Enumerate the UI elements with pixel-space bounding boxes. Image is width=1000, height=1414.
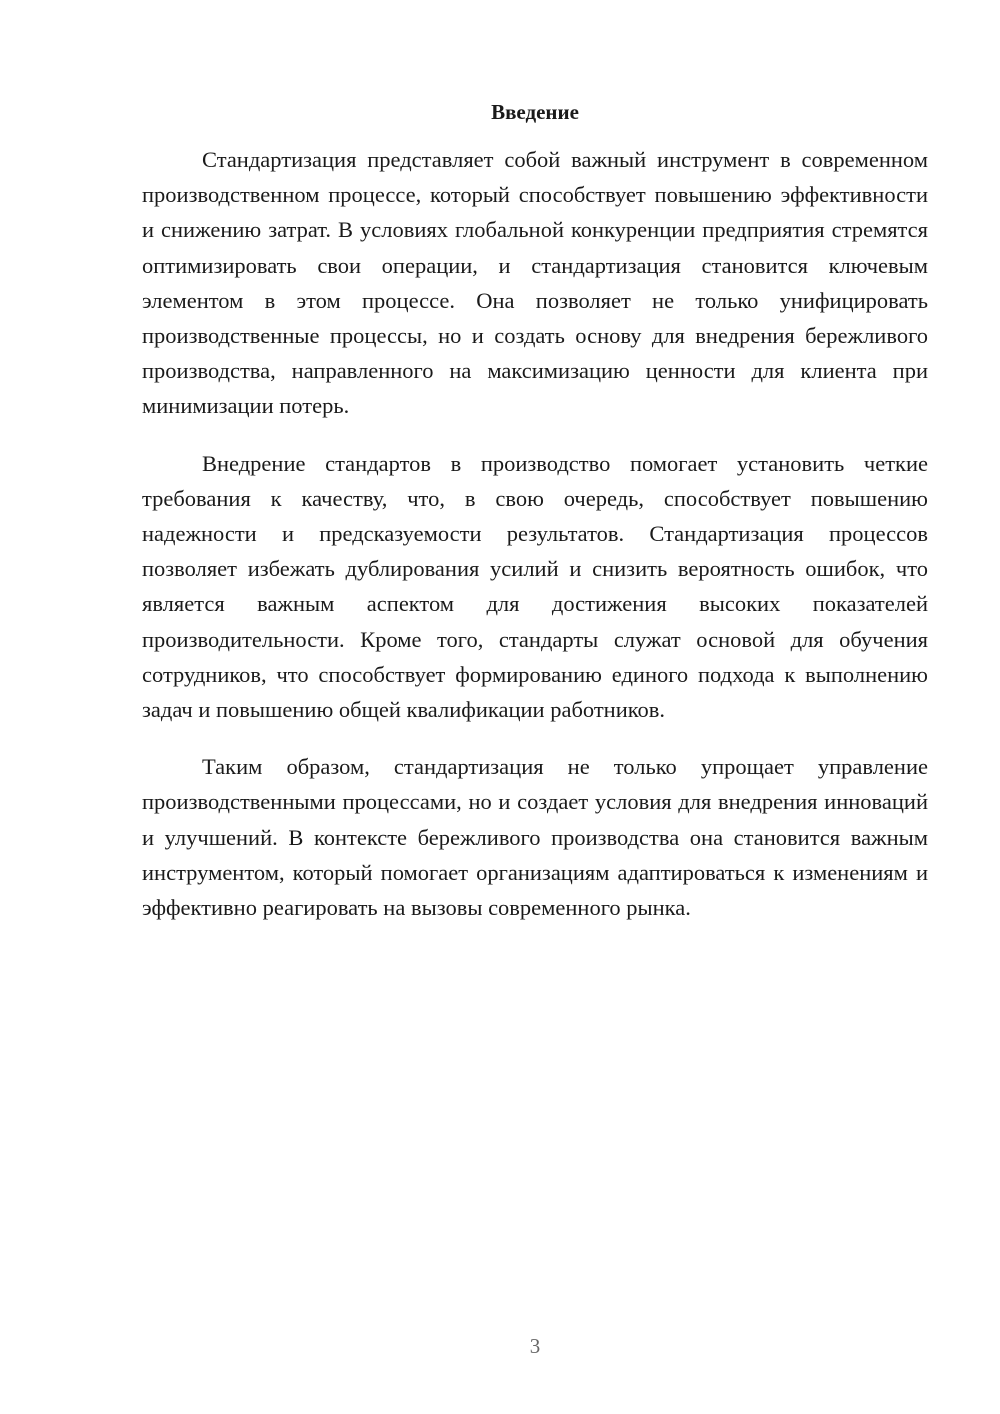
body-text (142, 142, 928, 947)
page-title: Введение (491, 100, 579, 124)
paragraph-2: Внедрение стандартов в производство помогает установить четкие требования к качеству, что, в свою очередь, способствует повышению надежности и предсказуемости результатов. Стандартизация процессов позволяет избежать дублирования усилий и снизить вероятность ошибок, что является важным аспектом для достижения высоких показателей производительности. Кроме того, стандарты служат основой для обучения сотрудников, что способствует формированию единого подхода к выполнению задач и повышению общей квалификации работников. (142, 450, 928, 723)
paragraph-3: Таким образом, стандартизация не только упрощает управление производственными процессами, но и создает условия для внедрения инноваций и улучшений. В контексте бережливого производства она становится важным инструментом, который помогает организациям адаптироваться к изменениям и эффективно реагировать на вызовы современного рынка. (142, 754, 928, 921)
page-number: 3 (529, 1334, 541, 1358)
paragraph-1: Стандартизация представляет собой важный инструмент в современном производственном процессе, который способствует повышению эффективности и снижению затрат. В условиях глобальной конкуренции предприятия стремятся оптимизировать свои операции, и стандартизация становится ключевым элементом в этом процессе. Она позволяет не только унифицировать производственные процессы, но и создать основу для внедрения бережливого производства, направленного на максимизацию ценности для клиента при минимизации потерь. (142, 147, 928, 419)
